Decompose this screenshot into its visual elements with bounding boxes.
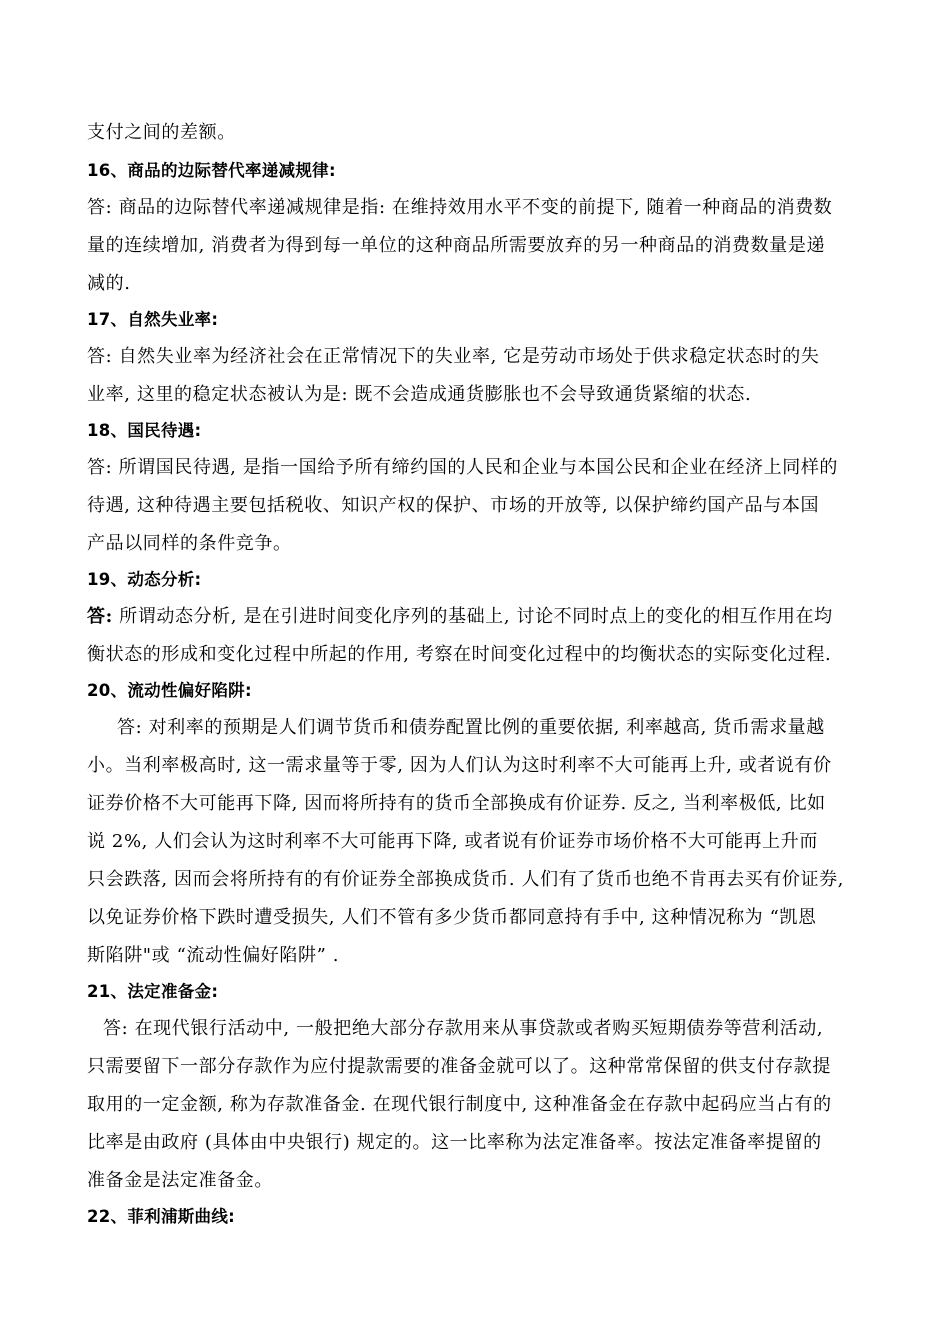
answer-text-line: 量的连续增加, 消费者为得到每一单位的这种商品所需要放弃的另一种商品的消费数量是递: [87, 235, 826, 256]
answer-text-line: 待遇, 这种待遇主要包括税收、知识产权的保护、市场的开放等, 以保护缔约国产品与本国: [87, 495, 820, 516]
section-heading-21: 21、法定准备金:: [87, 982, 219, 1001]
answer-text: 所谓动态分析, 是在引进时间变化序列的基础上, 讨论不同时点上的变化的相互作用在均: [112, 606, 833, 627]
section-heading-16: 16、商品的边际替代率递减规律:: [87, 161, 336, 180]
answer-text-line: 小。当利率极高时, 这一需求量等于零, 因为人们认为这时利率不大可能再上升, 或者说有价: [87, 755, 832, 776]
answer-text-line: 产品以同样的条件竞争。: [87, 533, 292, 554]
section-heading-18: 18、国民待遇:: [87, 421, 202, 440]
answer-text-line: 只需要留下一部分存款作为应付提款需要的准备金就可以了。这种常常保留的供支付存款提: [87, 1056, 831, 1077]
answer-text-line: 答: 所谓国民待遇, 是指一国给予所有缔约国的人民和企业与本国公民和企业在经济上同样的: [87, 457, 839, 478]
answer-text-line: 证券价格不大可能再下降, 因而将所持有的货币全部换成有价证券. 反之, 当利率极低, 比如: [87, 793, 826, 814]
answer-text-line: 答: 对利率的预期是人们调节货币和债券配置比例的重要依据, 利率越高, 货币需求量越: [117, 717, 825, 738]
answer-text-line: 答: 商品的边际替代率递减规律是指: 在维持效用水平不变的前提下, 随着一种商品的消费数: [87, 197, 833, 218]
answer-text-line: 答: 自然失业率为经济社会在正常情况下的失业率, 它是劳动市场处于供求稳定状态时的失: [87, 346, 820, 367]
answer-text-line: [87, 606, 867, 628]
answer-text-line: 只会跌落, 因而会将所持有的有价证券全部换成货币. 人们有了货币也绝不肯再去买有价证券,: [87, 869, 845, 890]
body-text-line: 支付之间的差额。: [87, 122, 236, 143]
answer-text-line: 答: 在现代银行活动中, 一般把绝大部分存款用来从事贷款或者购买短期债券等营利活动,: [103, 1018, 824, 1039]
answer-text-line: 斯陷阱"或 “流动性偏好陷阱” .: [87, 945, 340, 966]
answer-text-line: 减的.: [87, 273, 131, 294]
answer-label: 答:: [87, 606, 113, 627]
answer-text-line: 取用的一定金额, 称为存款准备金. 在现代银行制度中, 这种准备金在存款中起码应当占有的: [87, 1094, 832, 1115]
section-heading-17: 17、自然失业率:: [87, 310, 219, 329]
answer-text-line: 衡状态的形成和变化过程中所起的作用, 考察在时间变化过程中的均衡状态的实际变化过程.: [87, 644, 832, 665]
section-heading-22: 22、菲利浦斯曲线:: [87, 1207, 236, 1226]
answer-text-line: 说 2%, 人们会认为这时利率不大可能再下降, 或者说有价证券市场价格不大可能再上升而: [87, 831, 818, 852]
section-heading-19: 19、动态分析:: [87, 570, 202, 589]
answer-text-line: 业率, 这里的稳定状态被认为是: 既不会造成通货膨胀也不会导致通货紧缩的状态.: [87, 384, 752, 405]
answer-text-line: 准备金是法定准备金。: [87, 1170, 273, 1191]
answer-text-line: 比率是由政府 (具体由中央银行) 规定的。这一比率称为法定准备率。按法定准备率提留的: [87, 1132, 822, 1153]
section-heading-20: 20、流动性偏好陷阱:: [87, 681, 252, 700]
answer-text-line: 以免证券价格下跌时遭受损失, 人们不管有多少货币都同意持有手中, 这种情况称为 “凯恩: [87, 907, 817, 928]
